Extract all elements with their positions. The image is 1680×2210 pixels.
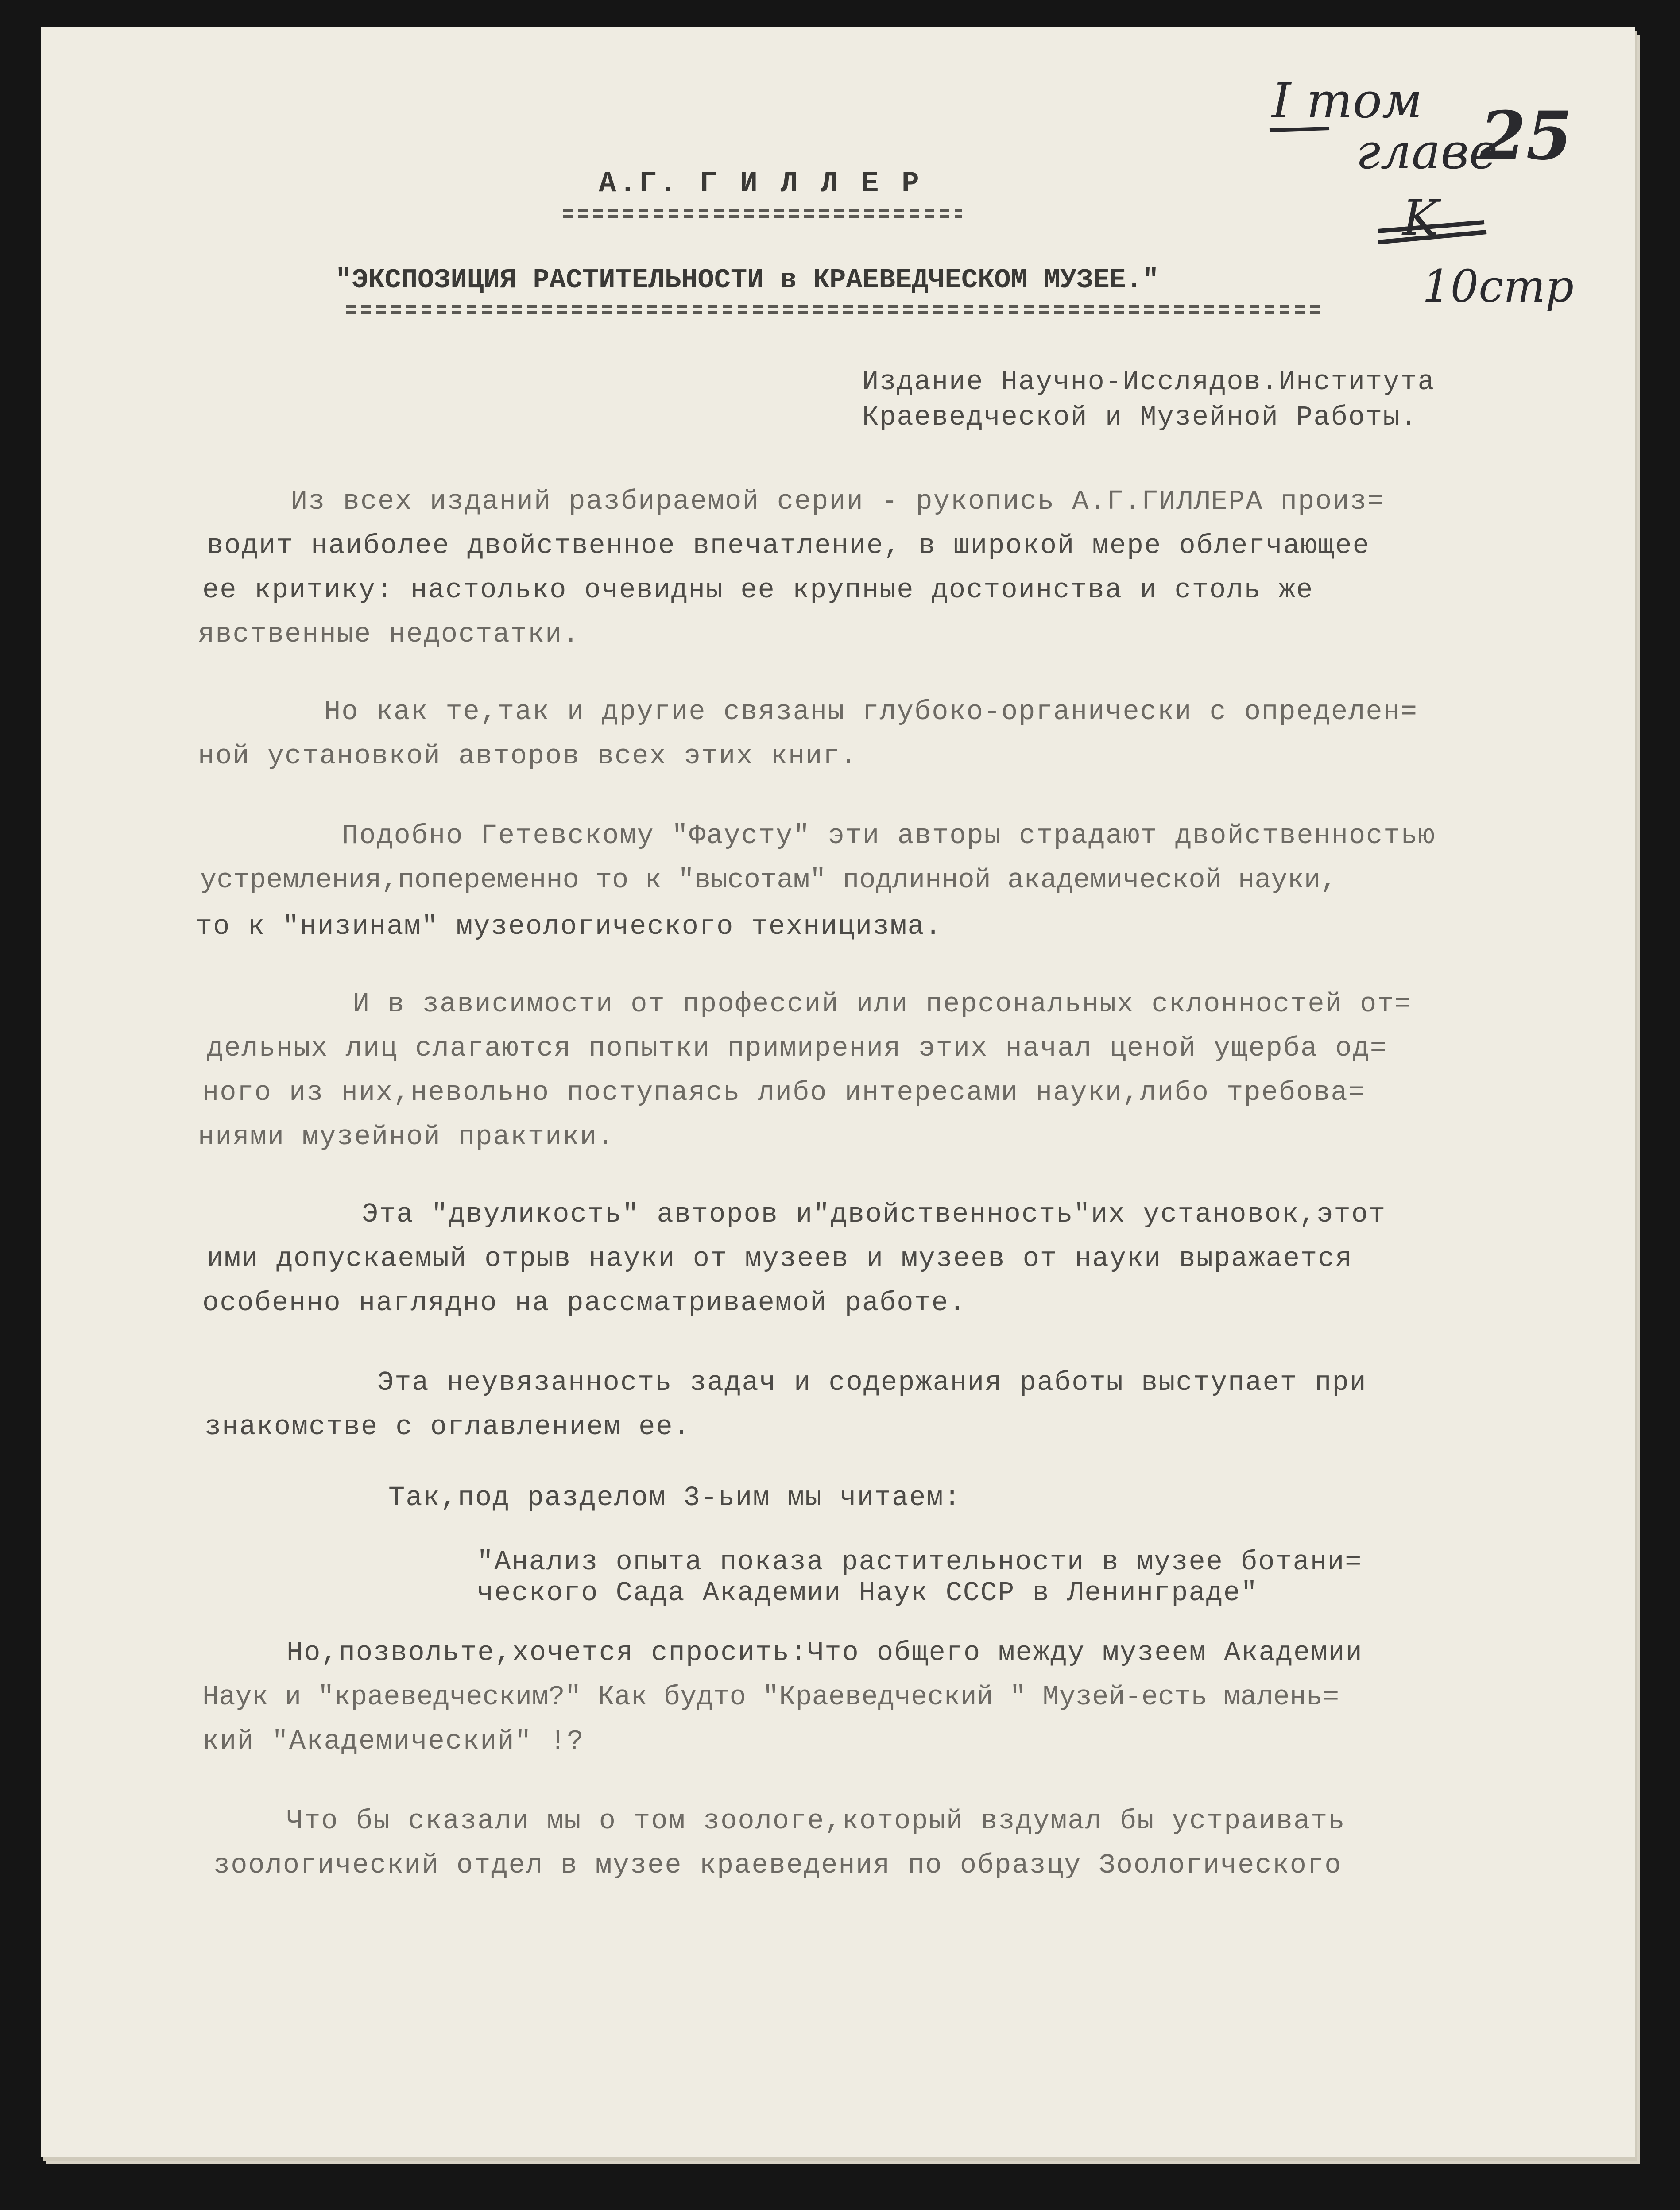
body-line: Эта неувязанность задач и содержания работы выступает при	[377, 1367, 1367, 1398]
body-line: Что бы сказали мы о том зоологе,который вздумал бы устраивать	[286, 1805, 1346, 1837]
publisher-line-1: Издание Научно-Исслядов.Института	[862, 366, 1435, 398]
handwritten-chapter-number: 25	[1480, 97, 1572, 175]
author-name: А.Г. Г И Л Л Е Р	[599, 167, 922, 200]
body-line: особенно наглядно на рассматриваемой работе.	[202, 1287, 967, 1319]
body-line: ими допускаемый отрыв науки от музеев и музеев от науки выражается	[207, 1243, 1353, 1274]
document-page	[41, 27, 1635, 2157]
strike-through-mark	[1374, 205, 1493, 249]
body-line: явственные недостатки.	[198, 619, 580, 650]
body-line: Но как те,так и другие связаны глубоко-органически с определен=	[324, 696, 1418, 728]
handwritten-crossed-mark: K	[1402, 190, 1439, 246]
body-line: дельных лиц слагаются попытки примирения этих начал ценой ущерба од=	[207, 1033, 1388, 1064]
title-underline	[346, 304, 1320, 316]
body-line: то к "низинам" музеологического техницизма.	[196, 911, 942, 942]
publisher-line-2: Краеведческой и Музейной Работы.	[862, 402, 1418, 433]
handwritten-volume-label: I том	[1272, 72, 1423, 129]
body-line: ниями музейной практики.	[198, 1121, 615, 1153]
body-line: кий "Академический" !?	[202, 1726, 585, 1757]
body-line: ческого Сада Академии Наук СССР в Ленинграде"	[477, 1577, 1258, 1609]
body-line: ной установкой авторов всех этих книг.	[198, 740, 858, 772]
author-underline	[563, 208, 962, 220]
body-line: устремления,попеременно то к "высотам" подлинной академической науки,	[200, 864, 1337, 896]
body-line: Наук и "краеведческим?" Как будто "Краеведческий " Музей-есть малень=	[202, 1681, 1339, 1713]
document-title: "ЭКСПОЗИЦИЯ РАСТИТЕЛЬНОСТИ в КРАЕВЕДЧЕСКОМ МУЗЕЕ."	[335, 264, 1159, 296]
body-line: "Анализ опыта показа растительности в музее ботани=	[477, 1546, 1363, 1578]
body-line: Из всех изданий разбираемой серии - рукопись А.Г.ГИЛЛЕРА произ=	[291, 486, 1385, 517]
body-line: Эта "двуликость" авторов и"двойственность"их установок,этот	[362, 1199, 1386, 1230]
body-line: И в зависимости от профессий или персональных склонностей от=	[353, 988, 1412, 1020]
body-line: ного из них,невольно поступаясь либо интересами науки,либо требова=	[202, 1077, 1366, 1108]
body-line: Так,под разделом 3-ьим мы читаем:	[388, 1482, 961, 1513]
body-line: Подобно Гетевскому "Фаусту" эти авторы страдают двойственностью	[342, 820, 1436, 851]
volume-underline	[1267, 125, 1334, 134]
body-line: водит наиболее двойственное впечатление, в широкой мере облегчающее	[207, 530, 1370, 561]
body-line: Но,позвольте,хочется спросить:Что общего между музеем Академии	[286, 1637, 1363, 1668]
body-line: зоологический отдел в музее краеведения по образцу Зоологического	[213, 1850, 1342, 1881]
body-line: ее критику: настолько очевидны ее крупные достоинства и столь же	[202, 574, 1314, 606]
body-line: знакомстве с оглавлением ее.	[205, 1411, 691, 1443]
handwritten-chapter-label: главе	[1356, 123, 1498, 180]
handwritten-page-count: 10стр	[1422, 260, 1574, 312]
